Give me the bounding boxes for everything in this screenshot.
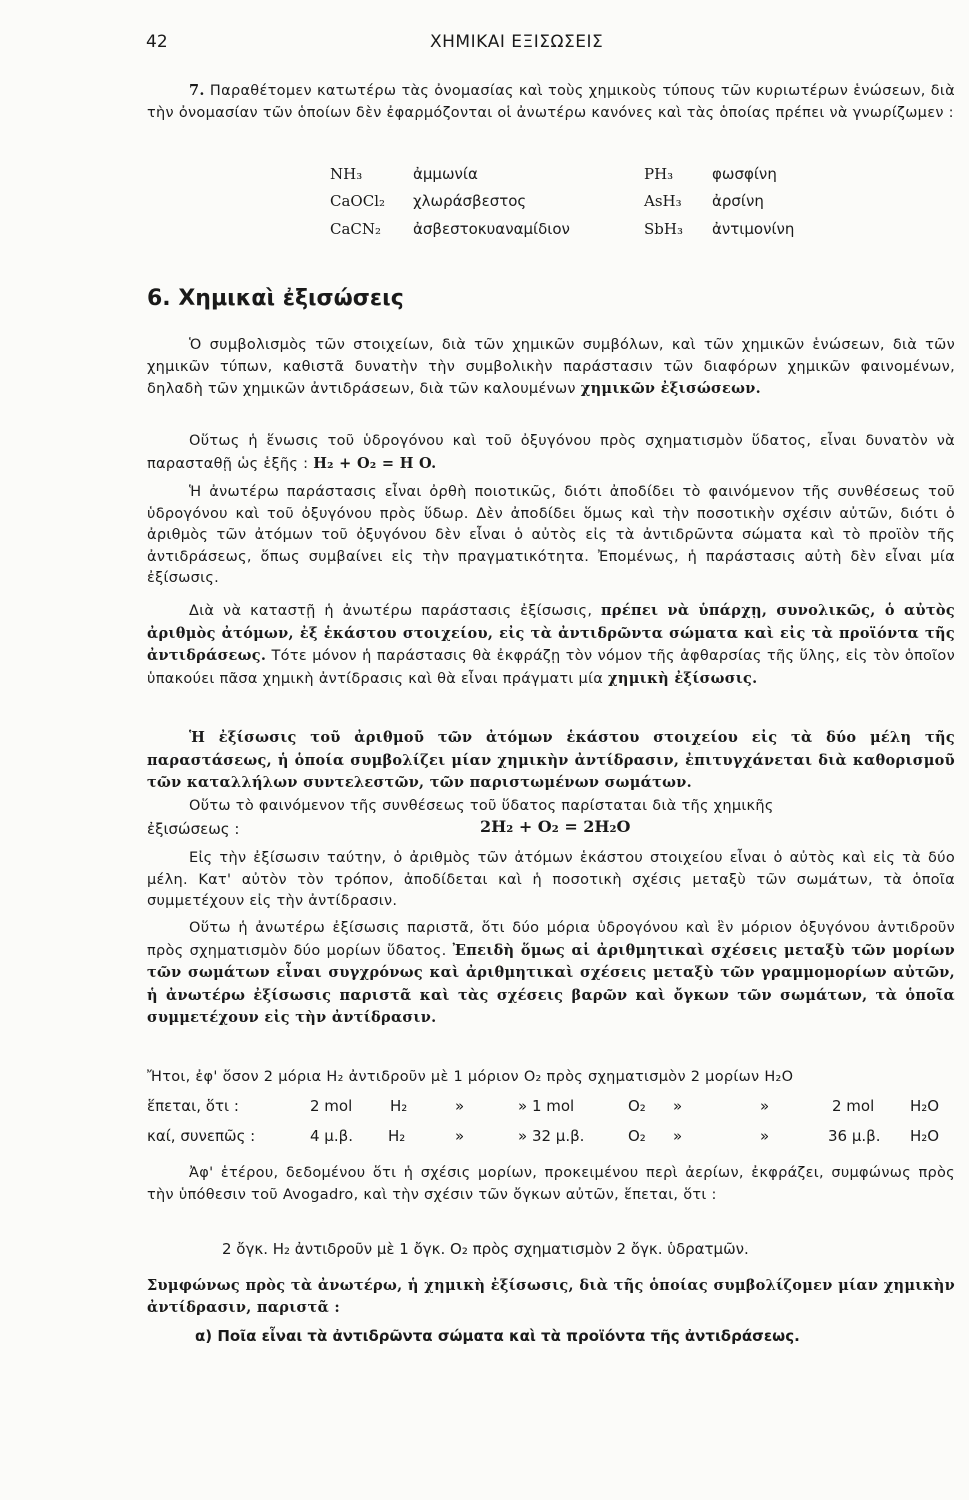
equation-unbalanced: H₂ + O₂ = H O. [313,454,437,472]
running-title: ΧΗΜΙΚΑΙ ΕΞΙΣΩΣΕΙΣ [430,32,604,52]
formula-6: SbH₃ [644,220,683,238]
p4-a: Διὰ νὰ καταστῇ ἡ ἀνωτέρω παράστασις ἐξίσωσις, [189,603,601,619]
p10-text: Συμφώνως πρὸς τὰ ἀνωτέρω, ἡ χημικὴ ἐξίσωσις, διὰ τῆς ὁποίας συμβολίζομεν μίαν χημικὴν ἀντίδρασιν, παριστᾶ : [147,1277,955,1316]
p6-text-2: ἐξισώσεως : [147,820,240,838]
p5-bold: Ἡ ἐξίσωσις τοῦ ἀριθμοῦ τῶν ἀτόμων ἑκάστου στοιχείου εἰς τὰ δύο μέλη τῆς παραστάσεως, ἡ ὁποία συμβολίζει μίαν χημικὴν ἀντίδρασιν, ἐπιτυγχάνεται διὰ καθορισμοῦ τῶν καταλλήλων συντελεστῶν, τῶν παριστωμένων σωμάτων. [147,729,955,792]
line3-a: καί, συνεπῶς : [147,1127,256,1145]
line2-h: » [760,1097,770,1115]
p9-text: Ἀφ' ἑτέρου, δεδομένου ὅτι ἡ σχέσις μορίων, προκειμένου περὶ ἀερίων, ἐκφράζει, συμφώνως πρὸς τὴν ὑπόθεσιν τοῦ Avogadro, καὶ τὴν σχέσιν τῶν ὄγκων αὐτῶν, ἕπεται, ὅτι : [147,1165,955,1203]
line2-e: » 1 mol [518,1097,575,1115]
p6-text: Οὕτω τὸ φαινόμενον τῆς συνθέσεως τοῦ ὕδατος παρίσταται διὰ τῆς χημικῆς [189,798,774,814]
name-4: ἀρσίνη [712,192,764,210]
line2-a: ἕπεται, ὅτι : [147,1097,239,1115]
p1-bold: χημικῶν ἐξισώσεων. [580,380,761,398]
paragraph-9 [147,1163,955,1206]
line2-g: » [673,1097,683,1115]
p7-text: Εἰς τὴν ἐξίσωσιν ταύτην, ὁ ἀριθμὸς τῶν ἀτόμων ἑκάστου στοιχείου εἶναι ὁ αὐτὸς καὶ εἰς τὰ δύο μέλη. Κατ' αὐτὸν τὸν τρόπον, ἀποδίδεται καὶ ἡ ποσοτικὴ σχέσις μεταξὺ τῶν σωμάτων, τὰ ὁποῖα συμμετέχουν εἰς τὴν ἀντίδρασιν. [147,850,955,910]
p2-text: Οὕτως ἡ ἕνωσις τοῦ ὑδρογόνου καὶ τοῦ ὀξυγόνου πρὸς σχηματισμὸν ὕδατος, εἶναι δυνατὸν νὰ παρασταθῇ ὡς ἑξῆς : [147,433,955,472]
line2-b: 2 mol [310,1097,353,1115]
p3-text: Ἡ ἀνωτέρω παράστασις εἶναι ὀρθὴ ποιοτικῶς, διότι ἀποδίδει τὸ φαινόμενον τῆς συνθέσεως τοῦ ὑδρογόνου καὶ τοῦ ὀξυγόνου πρὸς ὕδωρ. Δὲν ἀποδίδει ὅμως καὶ τὴν ποσοτικὴν σχέσιν αὐτῶν, διότι ὁ ἀριθμὸς τῶν ἀτόμων τοῦ ὀξυγόνου δὲν εἶναι ὁ αὐτὸς εἰς τὰ ἀντιδρῶντα σώματα καὶ τὸ προϊὸν τῆς ἀντιδράσεως, ὅπως συμβαίνει εἰς τὴν πραγματικότητα. Ἐπομένως, ἡ παράστασις αὐτὴ δὲν εἶναι μία ἐξίσωσις. [147,484,955,587]
line3-j: H₂O [910,1127,940,1145]
line2-f: O₂ [628,1097,646,1115]
paragraph-2 [147,431,955,475]
line3-e: » 32 μ.β. [518,1127,585,1145]
formula-2: PH₃ [644,165,674,183]
paragraph-4 [147,600,955,690]
line3-f: O₂ [628,1127,646,1145]
line3-i: 36 μ.β. [828,1127,881,1145]
formula-1: NH₃ [330,165,363,183]
section-title: Χημικαὶ ἐξισώσεις [178,286,404,311]
line3-b: 4 μ.β. [310,1127,353,1145]
line3-h: » [760,1127,770,1145]
running-header [0,32,969,56]
paragraph-3 [147,482,955,590]
line2-j: H₂O [910,1097,940,1115]
line3-c: H₂ [388,1127,406,1145]
p4-c: Τότε μόνον ἡ παράστασις θὰ ἐκφράζῃ τὸν νόμον τῆς ἀφθαρσίας τῆς ὕλης, εἰς τὸν ὁποῖον ὑπακούει πᾶσα χημικὴ ἀντίδρασις καὶ θὰ εἶναι πράγματι μία [147,648,955,687]
list-item-a: α) Ποῖα εἶναι τὰ ἀντιδρῶντα σώματα καὶ τὰ προϊόντα τῆς ἀντιδράσεως. [195,1327,800,1345]
paragraph-6 [147,796,955,818]
equation-balanced: 2H₂ + O₂ = 2H₂O [480,817,631,836]
section-number: 6. [147,286,171,311]
line2-c: H₂ [390,1097,408,1115]
p4-bold: πρέπει νὰ ὑπάρχῃ, συνολικῶς, ὁ αὐτὸς ἀριθμὸς ἀτόμων, ἐξ ἑκάστου στοιχείου, εἰς τὰ ἀντιδρῶντα σώματα καὶ εἰς τὰ προϊόντα τῆς ἀντιδράσεως. [147,602,955,665]
line2-i: 2 mol [832,1097,875,1115]
p8-text: Οὕτω ἡ ἀνωτέρω ἐξίσωσις παριστᾶ, ὅτι δύο μόρια ὑδρογόνου καὶ ἓν μόριον ὀξυγόνου ἀντιδροῦν πρὸς σχηματισμὸν δύο μορίων ὕδατος. [147,920,955,959]
name-3: χλωράσβεστος [413,192,527,210]
name-6: ἀντιμονίνη [712,220,795,238]
item-number: 7. [189,82,205,99]
name-5: ἀσβεστοκυαναμίδιον [413,220,570,238]
paragraph-7 [147,848,955,913]
p1-text: Ὁ συμβολισμὸς τῶν στοιχείων, διὰ τῶν χημικῶν συμβόλων, καὶ τῶν χημικῶν ἑνώσεων, διὰ τῶν χημικῶν τύπων, καθιστᾶ δυνατὴν τὴν συμβολικὴν παράστασιν τῶν διαφόρων χημικῶν φαινομένων, δηλαδὴ τῶν χημικῶν ἀντιδράσεων, διὰ τῶν καλουμένων [147,337,955,398]
formula-5: CaCN₂ [330,220,382,238]
formula-4: AsH₃ [644,192,682,210]
p8-bold: Ἐπειδὴ ὅμως αἱ ἀριθμητικαὶ σχέσεις μεταξὺ τῶν μορίων τῶν σωμάτων εἶναι συγχρόνως καὶ ἀριθμητικαὶ σχέσεις μεταξὺ τῶν γραμμομορίων αὐτῶν, ἡ ἀνωτέρω ἐξίσωσις παριστᾶ καὶ τὰς σχέσεις βαρῶν καὶ ὄγκων τῶν σωμάτων, τὰ ὁποῖα συμμετέχουν εἰς τὴν ἀντίδρασιν. [147,941,955,1027]
intro-text: Παραθέτομεν κατωτέρω τὰς ὀνομασίας καὶ τοὺς χημικοὺς τύπους τῶν κυριωτέρων ἑνώσεων, διὰ τὴν ὀνομασίαν τῶν ὁποίων δὲν ἐφαρμόζονται οἱ ἀνωτέρω κανόνες καὶ τὰς ὁποίας πρέπει νὰ γνωρίζωμεν : [147,83,955,121]
line-moles-intro [147,1067,955,1089]
paragraph-5 [147,727,955,795]
line3-g: » [673,1127,683,1145]
paragraph-10 [147,1275,955,1318]
line2-d: » [455,1097,465,1115]
line3-d: » [455,1127,465,1145]
line1-text: Ἤτοι, ἐφ' ὅσον 2 μόρια H₂ ἀντιδροῦν μὲ 1 μόριον O₂ πρὸς σχηματισμὸν 2 μορίων H₂O [147,1069,794,1085]
paragraph-1 [147,335,955,401]
section-heading [147,286,404,311]
page-number: 42 [146,32,168,52]
name-2: φωσφίνη [712,165,777,183]
volume-relation: 2 ὄγκ. H₂ ἀντιδροῦν μὲ 1 ὄγκ. O₂ πρὸς σχηματισμὸν 2 ὄγκ. ὑδρατμῶν. [222,1240,749,1258]
formula-3: CaOCl₂ [330,192,386,210]
intro-paragraph [147,80,955,124]
p4-bold-2: χημικὴ ἐξίσωσις. [608,669,758,687]
name-1: ἀμμωνία [413,165,478,183]
paragraph-8 [147,918,955,1030]
